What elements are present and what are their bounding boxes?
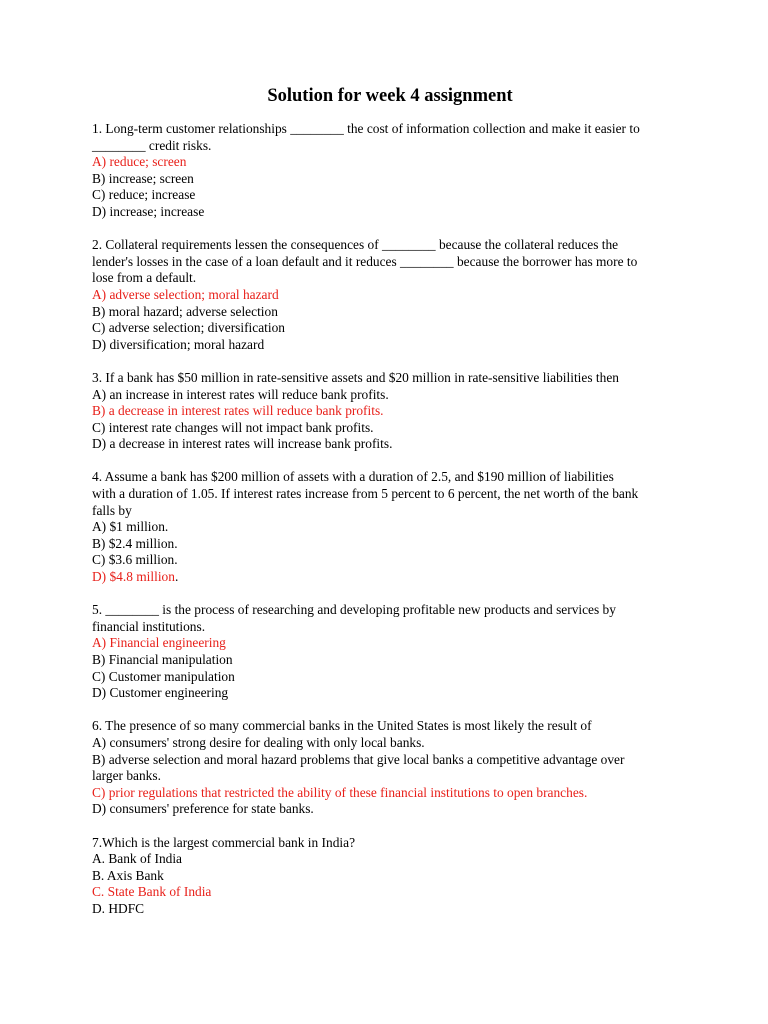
- answer-option: [92, 337, 682, 354]
- question-stem-line: 4. Assume a bank has $200 million of assets with a duration of 2.5, and $190 million of liabilities: [92, 469, 614, 485]
- question-4: [92, 469, 682, 585]
- answer-option: [92, 685, 682, 702]
- answer-option-text: D) increase; increase: [92, 203, 205, 219]
- answer-option-text: B) $2.4 million.: [92, 535, 178, 551]
- question-stem-line: 7.Which is the largest commercial bank in India?: [92, 834, 356, 850]
- question-stem-line: falls by: [92, 502, 132, 518]
- answer-option: [92, 387, 682, 404]
- answer-option-correct: [92, 884, 682, 901]
- answer-option-correct: [92, 635, 682, 652]
- answer-option-correct: [92, 287, 682, 304]
- answer-option-text: A) reduce; screen: [92, 154, 187, 170]
- answer-option-text: larger banks.: [92, 768, 161, 784]
- answer-option: [92, 536, 682, 553]
- answer-option-text: A) $1 million.: [92, 519, 169, 535]
- answer-option: [92, 901, 682, 918]
- answer-option: [92, 552, 682, 569]
- answer-option-suffix: .: [174, 569, 179, 585]
- question-stem-line: 5. ________ is the process of researching and developing profitable new products and services by: [92, 602, 616, 618]
- answer-option-text: B) adverse selection and moral hazard problems that give local banks a competitive advantage over: [92, 751, 625, 767]
- answer-option-text: C) prior regulations that restricted the ability of these financial institutions to open branches.: [92, 784, 588, 800]
- answer-option-text: D) diversification; moral hazard: [92, 336, 265, 352]
- answer-option-text: C. State Bank of India: [92, 884, 212, 900]
- answer-option-correct: [92, 403, 682, 420]
- answer-option: [92, 801, 682, 818]
- answer-option: [92, 652, 682, 669]
- answer-option-text: D. HDFC: [92, 900, 145, 916]
- answer-option: [92, 768, 682, 785]
- question-6: [92, 718, 682, 818]
- answer-option-correct: [92, 154, 682, 171]
- document-page: [92, 86, 682, 934]
- question-stem-line: 6. The presence of so many commercial banks in the United States is most likely the result of: [92, 718, 592, 734]
- answer-option-text: C) adverse selection; diversification: [92, 320, 285, 336]
- answer-option: [92, 187, 682, 204]
- question-stem-line: 3. If a bank has $50 million in rate-sensitive assets and $20 million in rate-sensitive liabilities then: [92, 369, 619, 385]
- answer-option-text: B) a decrease in interest rates will reduce bank profits.: [92, 403, 384, 419]
- answer-option-correct: [92, 785, 682, 802]
- answer-option-text: C) interest rate changes will not impact bank profits.: [92, 419, 374, 435]
- answer-option: [92, 171, 682, 188]
- answer-option-text: C) reduce; increase: [92, 187, 196, 203]
- answer-option: [92, 868, 682, 885]
- answer-option: [92, 304, 682, 321]
- question-stem-line: financial institutions.: [92, 618, 206, 634]
- page-title: Solution for week 4 assignment: [267, 86, 513, 106]
- answer-option-text: B) Financial manipulation: [92, 652, 233, 667]
- question-1: [92, 121, 682, 221]
- answer-option-text: B) increase; screen: [92, 170, 194, 186]
- answer-option-text: C) $3.6 million.: [92, 552, 178, 568]
- question-3: [92, 370, 682, 453]
- answer-option-text: A) consumers' strong desire for dealing with only local banks.: [92, 734, 425, 750]
- question-7: [92, 835, 682, 918]
- question-stem-line: lose from a default.: [92, 270, 197, 286]
- answer-option: [92, 851, 682, 868]
- answer-option-correct: [92, 569, 682, 586]
- answer-option: [92, 420, 682, 437]
- answer-option-text: A) Financial engineering: [92, 635, 226, 651]
- answer-option-text: A. Bank of India: [92, 851, 182, 867]
- answer-option: [92, 519, 682, 536]
- answer-option: [92, 320, 682, 337]
- answer-option: [92, 204, 682, 221]
- answer-option: [92, 669, 682, 686]
- question-5: [92, 602, 682, 702]
- question-stem-line: lender's losses in the case of a loan default and it reduces ________ because the borrower has more to: [92, 253, 638, 269]
- question-list: [92, 121, 682, 918]
- answer-option-text: B) moral hazard; adverse selection: [92, 303, 278, 319]
- answer-option: [92, 735, 682, 752]
- answer-option-text: C) Customer manipulation: [92, 668, 235, 684]
- answer-option-text: D) a decrease in interest rates will increase bank profits.: [92, 436, 393, 452]
- answer-option-text: A) adverse selection; moral hazard: [92, 286, 279, 302]
- answer-option-text: D) $4.8 million: [92, 569, 175, 585]
- question-2: [92, 237, 682, 353]
- question-stem-line: with a duration of 1.05. If interest rates increase from 5 percent to 6 percent, the net worth of the bank: [92, 486, 639, 502]
- question-stem-line: ________ credit risks.: [92, 137, 212, 153]
- answer-option: [92, 752, 682, 769]
- question-stem-line: 1. Long-term customer relationships ________ the cost of information collection and make it easier to: [92, 121, 640, 136]
- answer-option-text: B. Axis Bank: [92, 867, 164, 883]
- answer-option: [92, 436, 682, 453]
- answer-option-text: A) an increase in interest rates will reduce bank profits.: [92, 386, 389, 402]
- answer-option-text: D) Customer engineering: [92, 685, 229, 701]
- answer-option-text: D) consumers' preference for state banks.: [92, 801, 314, 817]
- question-stem-line: 2. Collateral requirements lessen the consequences of ________ because the collateral reduces the: [92, 237, 619, 253]
